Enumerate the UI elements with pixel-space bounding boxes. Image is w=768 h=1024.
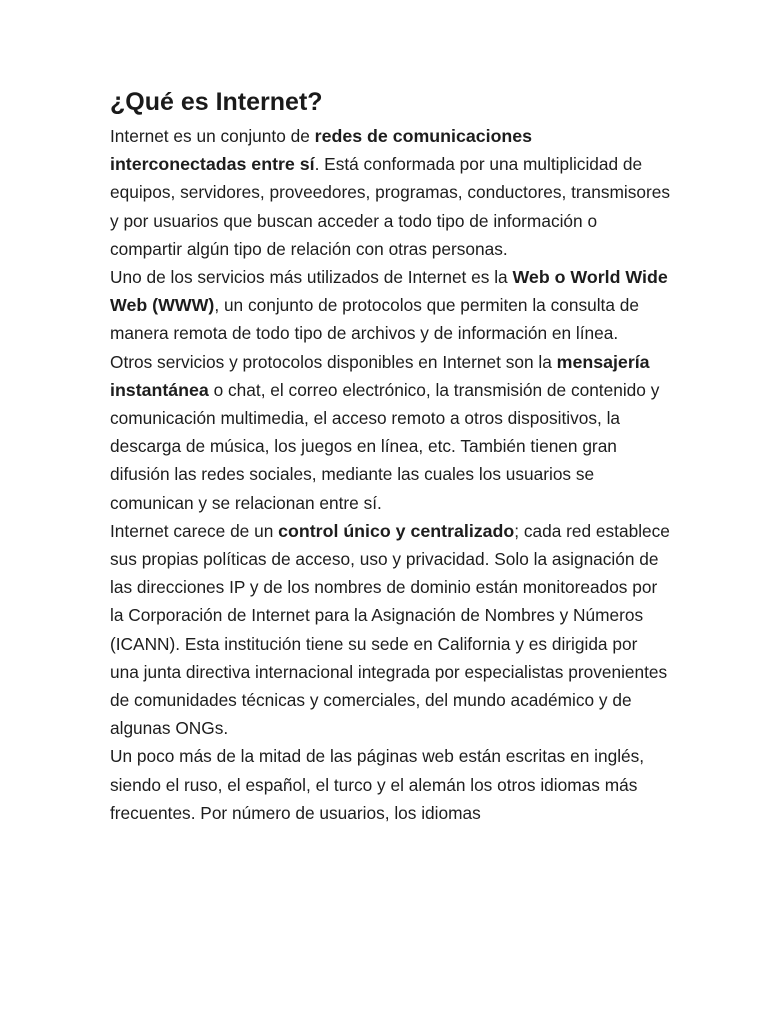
text-run: Un poco más de la mitad de las páginas web están escritas en inglés, siendo el ruso, el español, el turco y el alemán los otros idiomas más frecuentes. Por número de usuarios, los idiomas <box>110 746 645 823</box>
text-run: Internet es un conjunto de <box>110 126 315 146</box>
text-run: Otros servicios y protocolos disponibles en Internet son la <box>110 351 557 372</box>
document-title: ¿Qué es Internet? <box>110 88 323 116</box>
article-body <box>110 122 670 827</box>
bold-phrase: mensajería instantánea <box>110 351 650 400</box>
text-run: o chat, el correo electrónico, la transmisión de contenido y comunicación multimedia, el acceso remoto a otros dispositivos, la descarga de música, los juegos en línea, etc. También tienen gran difusión las redes sociales, mediante las cuales los usuarios se comunican y se relacionan entre sí. <box>110 379 660 513</box>
text-run: Uno de los servicios más utilizados de Internet es la <box>110 267 513 288</box>
text-run: , un conjunto de protocolos que permiten la consulta de manera remota de todo tipo de archivos y de información en línea. <box>110 295 639 344</box>
document-page <box>110 86 670 827</box>
paragraph <box>110 263 670 348</box>
text-run: ; cada red establece sus propias políticas de acceso, uso y privacidad. Solo la asignación de las direcciones IP y de los nombres de dominio están monitoreados por la Corporación de Internet para la Asignación de Nombres y Números (ICANN). Esta institución tiene su sede en California y es dirigida por una junta directiva internacional integrada por especialistas provenientes de comunidades técnicas y comerciales, del mundo académico y de algunas ONGs. <box>110 520 670 739</box>
text-run: . Está conformada por una multiplicidad de equipos, servidores, proveedores, programas, conductores, transmisores y por usuarios que buscan acceder a todo tipo de información o compartir algún tipo de relación con otras personas. <box>110 154 670 259</box>
bold-phrase: redes de comunicaciones interconectadas entre sí <box>110 126 533 175</box>
paragraph <box>110 122 670 263</box>
paragraph <box>110 742 670 827</box>
bold-phrase: control único y centralizado <box>278 520 515 541</box>
bold-phrase: Web o World Wide Web (WWW) <box>110 267 668 316</box>
text-run: Internet carece de un <box>110 520 279 541</box>
paragraph <box>110 517 670 743</box>
paragraph <box>110 348 670 517</box>
